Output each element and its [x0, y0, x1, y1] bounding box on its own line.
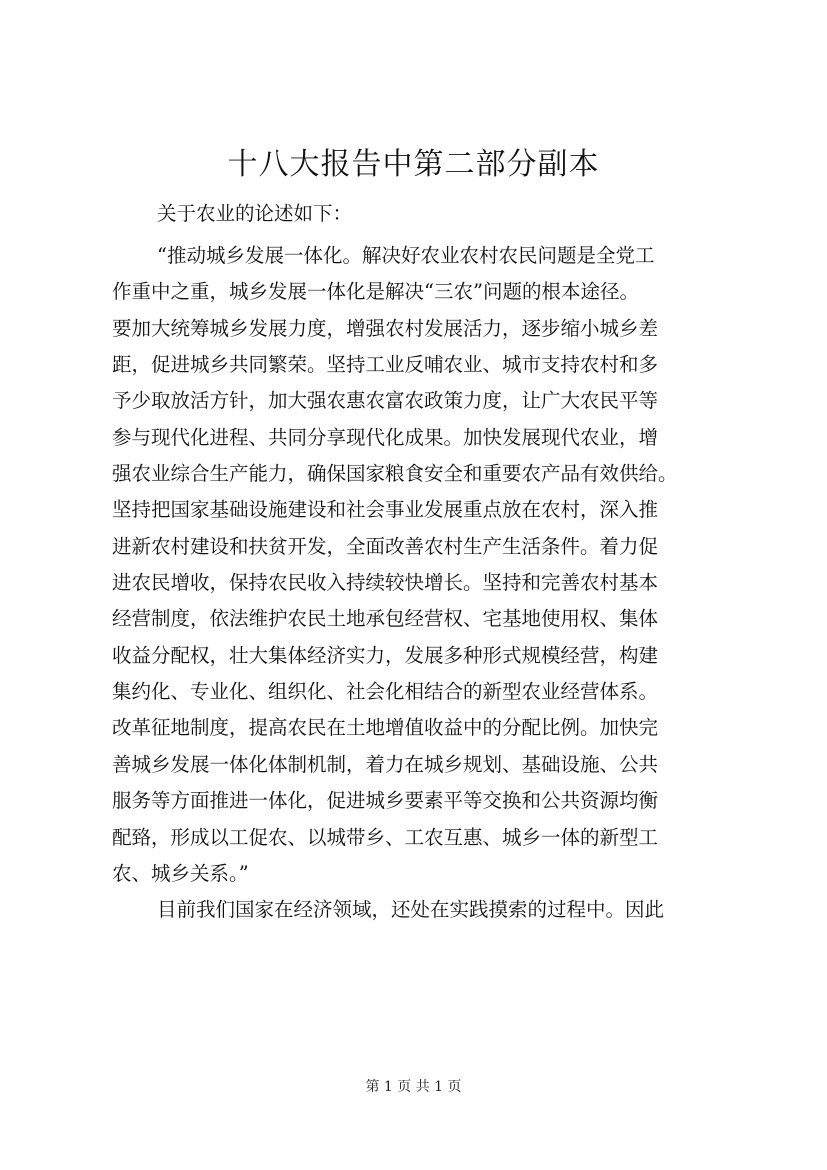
- text-line: 予少取放活方针，加大强农惠农富农政策力度，让广大农民平等: [112, 389, 659, 413]
- text-line: 参与现代化进程、共同分享现代化成果。加快发展现代农业，增: [112, 425, 659, 449]
- text-line: 配臵，形成以工促农、以城带乡、工农互惠、城乡一体的新型工: [112, 825, 659, 849]
- text-line: 服务等方面推进一体化，促进城乡要素平等交换和公共资源均衡: [112, 789, 659, 813]
- text-line: 要加大统筹城乡发展力度，增强农村发展活力，逐步缩小城乡差: [112, 316, 659, 340]
- intro-paragraph: 关于农业的论述如下：: [157, 202, 353, 225]
- page-footer: 第 1 页 共 1 页: [365, 1079, 462, 1095]
- text-line: 强农业综合生产能力，确保国家粮食安全和重要农产品有效供给。: [112, 462, 678, 486]
- text-line: 进新农村建设和扶贫开发，全面改善农村生产生活条件。着力促: [112, 534, 659, 558]
- text-line: 目前我们国家在经济领域，还处在实践摸索的过程中。因此: [157, 898, 665, 922]
- text-line: 收益分配权，壮大集体经济实力，发展多种形式规模经营，构建: [112, 643, 659, 667]
- text-line: 坚持把国家基础设施建设和社会事业发展重点放在农村，深入推: [112, 498, 659, 522]
- text-line: 经营制度，依法维护农民土地承包经营权、宅基地使用权、集体: [112, 607, 659, 631]
- text-line: 改革征地制度，提高农民在土地增值收益中的分配比例。加快完: [112, 716, 659, 740]
- text-line: 善城乡发展一体化体制机制，着力在城乡规划、基础设施、公共: [112, 752, 659, 776]
- text-line: 农、城乡关系。”: [112, 861, 249, 885]
- text-line: 进农民增收，保持农民收入持续较快增长。坚持和完善农村基本: [112, 571, 659, 595]
- text-line: 集约化、专业化、组织化、社会化相结合的新型农业经营体系。: [112, 680, 659, 704]
- document-title: 十八大报告中第二部分副本: [227, 147, 600, 182]
- text-line: 作重中之重，城乡发展一体化是解决“三农”问题的根本途径。: [112, 280, 639, 304]
- body-text: [112, 238, 752, 929]
- text-line: “推动城乡发展一体化。解决好农业农村农民问题是全党工: [157, 244, 655, 267]
- text-line: 距，促进城乡共同繁荣。坚持工业反哺农业、城市支持农村和多: [112, 353, 659, 377]
